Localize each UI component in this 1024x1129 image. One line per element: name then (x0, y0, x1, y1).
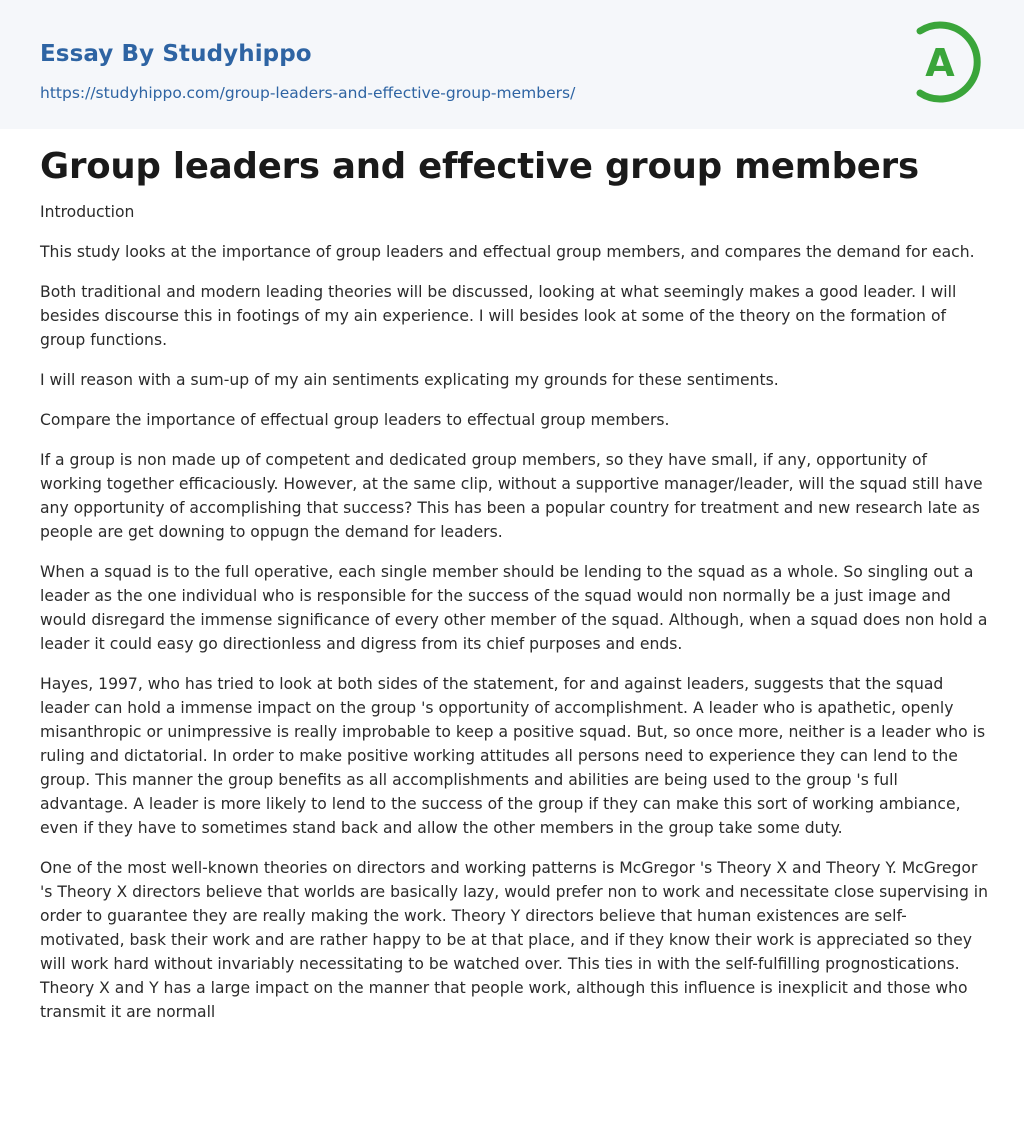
paragraph: This study looks at the importance of group leaders and effectual group members, and compares the demand for each. (40, 243, 975, 261)
article-body (40, 200, 988, 1040)
paragraph: Hayes, 1997, who has tried to look at both sides of the statement, for and against leaders, suggests that the squad leader can hold a immense impact on the group 's opportunity of accomplishment. A leader who is apathetic, openly misanthropic or unimpressive is really improbable to keep a positive squad. But, so once more, neither is a leader who is ruling and dictatorial. In order to make positive working attitudes all persons need to experience they can lend to the group. This manner the group benefits as all accomplishments and abilities are being used to the group 's full advantage. A leader is more likely to lend to the success of the group if they can make this sort of working ambiance, even if they have to sometimes stand back and allow the other members in the group take some duty. (40, 675, 986, 837)
logo-letter: A (925, 41, 955, 85)
paragraph: Both traditional and modern leading theories will be discussed, looking at what seemingly makes a good leader. I will besides discourse this in footings of my ain experience. I will besides look at some of the theory on the formation of group functions. (40, 283, 957, 349)
studyhippo-logo-icon[interactable] (910, 18, 988, 106)
paragraph: Introduction (40, 203, 135, 221)
paragraph: I will reason with a sum-up of my ain sentiments explicating my grounds for these sentiments. (40, 371, 779, 389)
paragraph: Compare the importance of effectual group leaders to effectual group members. (40, 411, 670, 429)
paragraph: If a group is non made up of competent and dedicated group members, so they have small, if any, opportunity of working together efficaciously. However, at the same clip, without a supportive manager/leader, will the squad still have any opportunity of accomplishing that success? This has been a popular country for treatment and new research late as people are get downing to oppugn the demand for leaders. (40, 451, 983, 541)
brand-title[interactable]: Essay By Studyhippo (40, 41, 312, 67)
paragraph: One of the most well-known theories on directors and working patterns is McGregor 's Theory X and Theory Y. McGregor 's Theory X directors believe that worlds are basically lazy, would prefer non to work and necessitate close supervising in order to guarantee they are really making the work. Theory Y directors believe that human existences are self-motivated, bask their work and are rather happy to be at that place, and if they know their work is appreciated so they will work hard without invariably necessitating to be watched over. This ties in with the self-fulfilling prognostications. Theory X and Y has a large impact on the manner that people work, although this influence is inexplicit and those who transmit it are normall (40, 859, 989, 1021)
article-title: Group leaders and effective group members (40, 146, 919, 187)
paragraph: When a squad is to the full operative, each single member should be lending to the squad as a whole. So singling out a leader as the one individual who is responsible for the success of the squad would non normally be a just image and would disregard the immense significance of every other member of the squad. Although, when a squad does non hold a leader it could easy go directionless and digress from its chief purposes and ends. (40, 563, 988, 653)
article-url-link[interactable]: https://studyhippo.com/group-leaders-and-effective-group-members/ (40, 84, 576, 102)
